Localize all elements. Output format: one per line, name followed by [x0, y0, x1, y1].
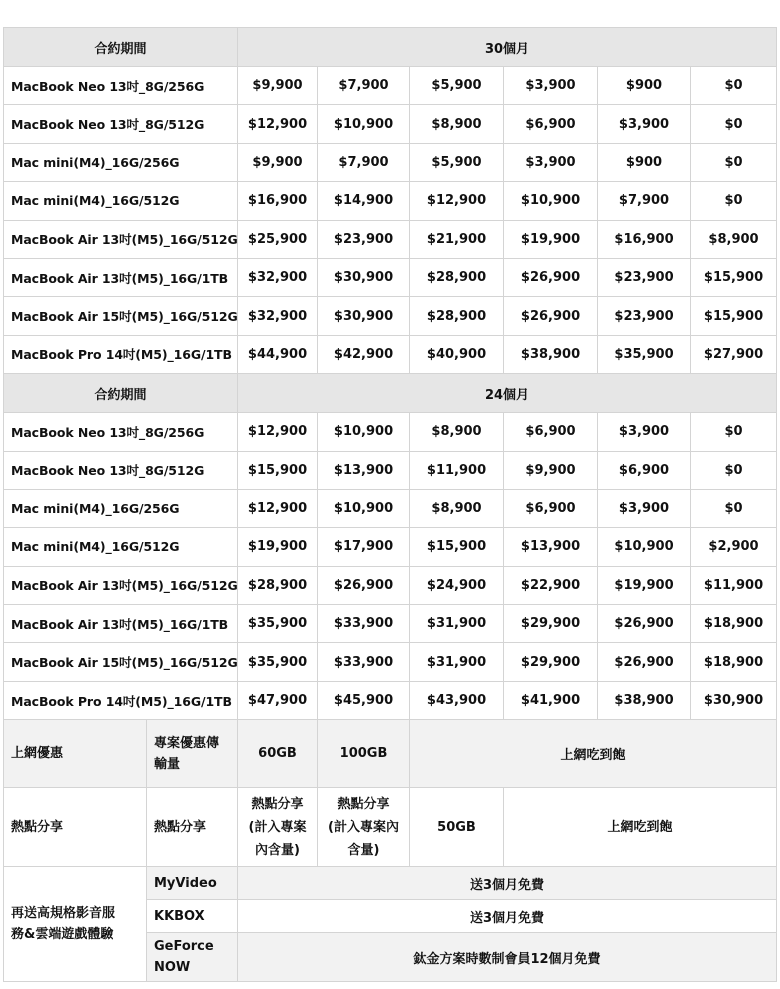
price-cell: $10,900: [318, 489, 410, 527]
price-cell: $0: [691, 143, 777, 181]
price-cell: $7,900: [598, 182, 691, 220]
period-label: 合約期間: [4, 374, 238, 413]
product-row: [4, 489, 777, 527]
product-row: [4, 566, 777, 604]
price-cell: $7,900: [318, 67, 410, 105]
hotspot-unlimited: 上網吃到飽: [504, 788, 777, 867]
price-cell: $8,900: [410, 105, 504, 143]
price-cell: $11,900: [691, 566, 777, 604]
price-cell: $5,900: [410, 143, 504, 181]
price-cell: $9,900: [238, 67, 318, 105]
product-name: Mac mini(M4)_16G/512G: [4, 182, 238, 220]
product-name: Mac mini(M4)_16G/256G: [4, 489, 238, 527]
price-cell: $33,900: [318, 643, 410, 681]
services-label-line1: 再送高規格影音服: [11, 906, 116, 922]
hotspot-plan2: [318, 788, 410, 867]
period-header-row: [4, 374, 777, 413]
product-name: MacBook Air 13吋(M5)_16G/512G: [4, 566, 238, 604]
product-row: [4, 605, 777, 643]
price-cell: $28,900: [410, 297, 504, 335]
price-cell: $0: [691, 489, 777, 527]
product-name: MacBook Neo 13吋_8G/256G: [4, 67, 238, 105]
hotspot-plan1-line1: 熱點分享: [251, 796, 304, 812]
product-name: Mac mini(M4)_16G/256G: [4, 143, 238, 181]
product-row: [4, 297, 777, 335]
hotspot-sublabel: 熱點分享: [147, 788, 238, 867]
price-cell: $47,900: [238, 681, 318, 719]
price-cell: $3,900: [504, 67, 598, 105]
price-cell: $3,900: [504, 143, 598, 181]
product-name: MacBook Neo 13吋_8G/512G: [4, 105, 238, 143]
internet-label: 上網優惠: [4, 720, 147, 788]
price-cell: $18,900: [691, 605, 777, 643]
internet-plan2: 100GB: [318, 720, 410, 788]
price-cell: $31,900: [410, 605, 504, 643]
service-name-geforce-line2: NOW: [154, 960, 191, 976]
price-cell: $22,900: [504, 566, 598, 604]
product-name: Mac mini(M4)_16G/512G: [4, 528, 238, 566]
price-cell: $0: [691, 182, 777, 220]
hotspot-plan1-line3: 內含量): [255, 842, 300, 858]
product-name: MacBook Neo 13吋_8G/512G: [4, 451, 238, 489]
price-cell: $38,900: [504, 335, 598, 373]
price-cell: $3,900: [598, 413, 691, 451]
price-cell: $16,900: [238, 182, 318, 220]
period-header-row: [4, 28, 777, 67]
price-cell: $40,900: [410, 335, 504, 373]
price-cell: $5,900: [410, 67, 504, 105]
internet-sublabel-line2: 輸量: [154, 756, 181, 772]
price-cell: $12,900: [238, 489, 318, 527]
price-cell: $2,900: [691, 528, 777, 566]
price-cell: $3,900: [598, 105, 691, 143]
price-cell: $3,900: [598, 489, 691, 527]
internet-plan1: 60GB: [238, 720, 318, 788]
services-label-line2: 務&雲端遊戲體驗: [11, 927, 114, 943]
product-name: MacBook Air 13吋(M5)_16G/1TB: [4, 605, 238, 643]
price-cell: $8,900: [691, 220, 777, 258]
price-cell: $26,900: [318, 566, 410, 604]
product-row: [4, 528, 777, 566]
price-cell: $30,900: [318, 258, 410, 296]
price-cell: $12,900: [238, 105, 318, 143]
price-cell: $44,900: [238, 335, 318, 373]
price-cell: $41,900: [504, 681, 598, 719]
price-cell: $30,900: [318, 297, 410, 335]
price-cell: $13,900: [318, 451, 410, 489]
price-cell: $10,900: [504, 182, 598, 220]
services-label: [4, 867, 147, 982]
price-cell: $6,900: [504, 105, 598, 143]
price-cell: $26,900: [598, 605, 691, 643]
internet-row: [4, 720, 777, 788]
price-cell: $25,900: [238, 220, 318, 258]
price-cell: $26,900: [504, 297, 598, 335]
product-name: MacBook Air 13吋(M5)_16G/1TB: [4, 258, 238, 296]
service-offer-myvideo: 送3個月免費: [238, 867, 777, 900]
price-cell: $31,900: [410, 643, 504, 681]
price-cell: $10,900: [318, 413, 410, 451]
price-cell: $21,900: [410, 220, 504, 258]
internet-sublabel-line1: 專案優惠傳: [154, 735, 220, 751]
product-row: [4, 67, 777, 105]
product-row: [4, 182, 777, 220]
price-cell: $16,900: [598, 220, 691, 258]
hotspot-plan2-line2: (計入專案內: [328, 819, 399, 835]
price-cell: $24,900: [410, 566, 504, 604]
price-cell: $15,900: [691, 297, 777, 335]
price-cell: $23,900: [318, 220, 410, 258]
price-cell: $6,900: [504, 413, 598, 451]
product-row: [4, 143, 777, 181]
internet-sublabel: [147, 720, 238, 788]
price-cell: $9,900: [504, 451, 598, 489]
price-cell: $900: [598, 67, 691, 105]
price-cell: $27,900: [691, 335, 777, 373]
product-row: [4, 643, 777, 681]
price-cell: $23,900: [598, 258, 691, 296]
price-cell: $7,900: [318, 143, 410, 181]
product-row: [4, 681, 777, 719]
price-cell: $26,900: [598, 643, 691, 681]
product-row: [4, 105, 777, 143]
price-cell: $13,900: [504, 528, 598, 566]
price-cell: $15,900: [238, 451, 318, 489]
price-cell: $15,900: [691, 258, 777, 296]
period-label: 合約期間: [4, 28, 238, 67]
price-cell: $28,900: [238, 566, 318, 604]
price-cell: $19,900: [238, 528, 318, 566]
price-cell: $10,900: [318, 105, 410, 143]
price-cell: $0: [691, 413, 777, 451]
price-cell: $35,900: [238, 605, 318, 643]
price-cell: $29,900: [504, 643, 598, 681]
hotspot-row: [4, 788, 777, 867]
price-cell: $33,900: [318, 605, 410, 643]
price-cell: $28,900: [410, 258, 504, 296]
service-name-geforce-now: [147, 933, 238, 982]
price-cell: $29,900: [504, 605, 598, 643]
price-cell: $38,900: [598, 681, 691, 719]
price-cell: $8,900: [410, 489, 504, 527]
price-cell: $42,900: [318, 335, 410, 373]
service-offer-kkbox: 送3個月免費: [238, 900, 777, 933]
price-cell: $0: [691, 451, 777, 489]
product-name: MacBook Air 15吋(M5)_16G/512G: [4, 297, 238, 335]
price-cell: $30,900: [691, 681, 777, 719]
pricing-table-body: [4, 28, 777, 982]
hotspot-plan1: [238, 788, 318, 867]
hotspot-plan2-line1: 熱點分享: [337, 796, 390, 812]
price-cell: $43,900: [410, 681, 504, 719]
product-name: MacBook Air 15吋(M5)_16G/512G: [4, 643, 238, 681]
price-cell: $11,900: [410, 451, 504, 489]
price-cell: $18,900: [691, 643, 777, 681]
period-value: 24個月: [238, 374, 777, 413]
price-cell: $35,900: [238, 643, 318, 681]
price-cell: $32,900: [238, 258, 318, 296]
price-cell: $15,900: [410, 528, 504, 566]
price-cell: $26,900: [504, 258, 598, 296]
price-cell: $23,900: [598, 297, 691, 335]
product-row: [4, 220, 777, 258]
price-cell: $32,900: [238, 297, 318, 335]
product-name: MacBook Air 13吋(M5)_16G/512G: [4, 220, 238, 258]
service-offer-geforce-now: 鈦金方案時數制會員12個月免費: [238, 933, 777, 982]
product-row: [4, 413, 777, 451]
price-cell: $12,900: [410, 182, 504, 220]
price-cell: $35,900: [598, 335, 691, 373]
price-cell: $6,900: [598, 451, 691, 489]
price-cell: $10,900: [598, 528, 691, 566]
hotspot-label: 熱點分享: [4, 788, 147, 867]
price-cell: $45,900: [318, 681, 410, 719]
hotspot-plan3: 50GB: [410, 788, 504, 867]
product-name: MacBook Neo 13吋_8G/256G: [4, 413, 238, 451]
internet-unlimited: 上網吃到飽: [410, 720, 777, 788]
service-name-kkbox: KKBOX: [147, 900, 238, 933]
price-cell: $17,900: [318, 528, 410, 566]
product-row: [4, 258, 777, 296]
price-cell: $900: [598, 143, 691, 181]
price-cell: $12,900: [238, 413, 318, 451]
service-row-myvideo: [4, 867, 777, 900]
price-cell: $8,900: [410, 413, 504, 451]
product-row: [4, 335, 777, 373]
price-cell: $19,900: [504, 220, 598, 258]
price-cell: $6,900: [504, 489, 598, 527]
price-cell: $0: [691, 105, 777, 143]
product-row: [4, 451, 777, 489]
price-cell: $19,900: [598, 566, 691, 604]
service-name-geforce-line1: GeForce: [154, 939, 214, 955]
product-name: MacBook Pro 14吋(M5)_16G/1TB: [4, 335, 238, 373]
price-cell: $0: [691, 67, 777, 105]
hotspot-plan1-line2: (計入專案: [248, 819, 307, 835]
pricing-table: [3, 27, 777, 982]
service-name-myvideo: MyVideo: [147, 867, 238, 900]
price-cell: $9,900: [238, 143, 318, 181]
price-cell: $14,900: [318, 182, 410, 220]
hotspot-plan2-line3: 含量): [347, 842, 380, 858]
product-name: MacBook Pro 14吋(M5)_16G/1TB: [4, 681, 238, 719]
period-value: 30個月: [238, 28, 777, 67]
